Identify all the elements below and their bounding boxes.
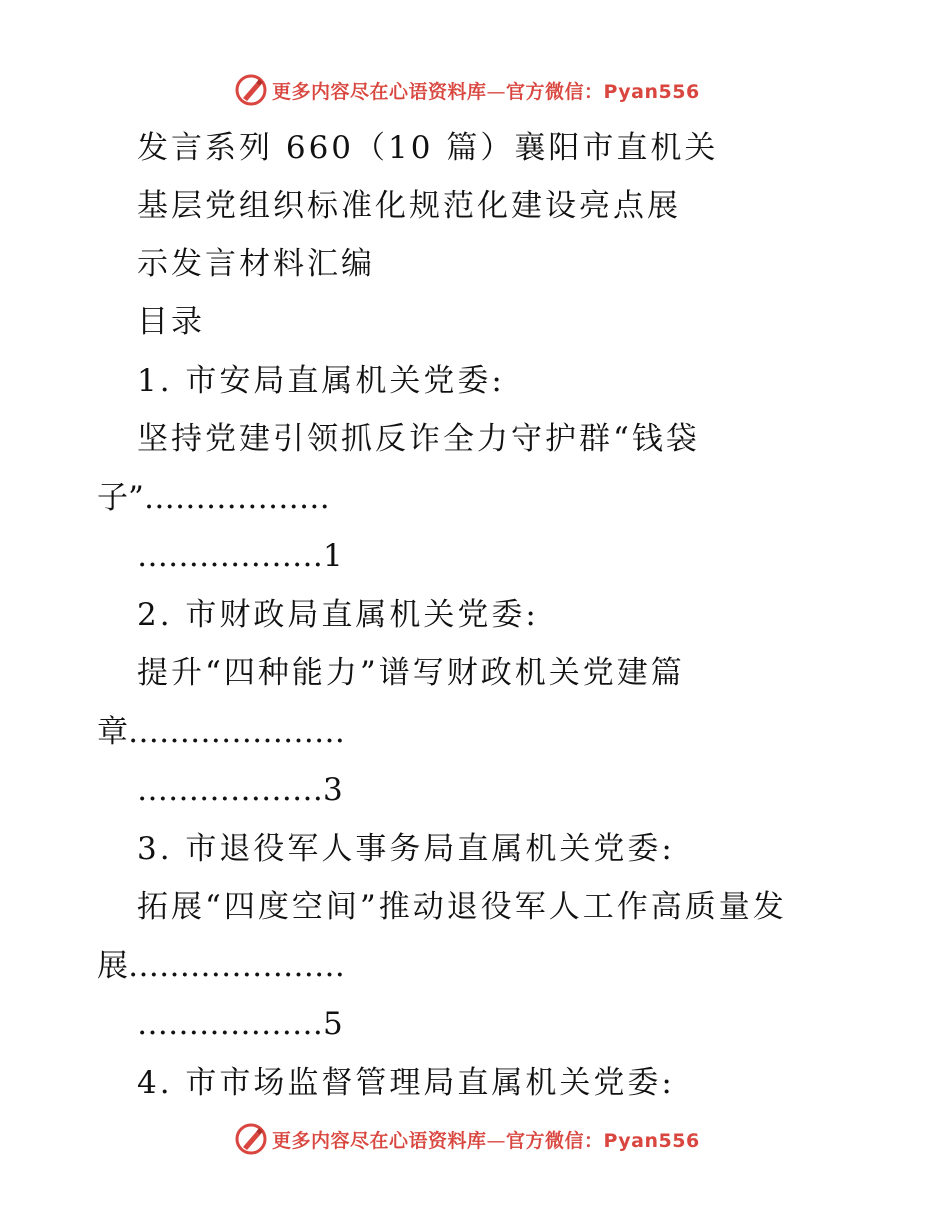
toc-entry-3-page: ………………5 bbox=[137, 1006, 343, 1042]
watermark-banner-top bbox=[234, 72, 700, 108]
toc-entry-3-title: 拓展“四度空间”推动退役军人工作高质量发 bbox=[137, 889, 787, 925]
doc-title-line-2: 基层党组织标准化规范化建设亮点展 bbox=[137, 188, 681, 224]
toc-entry-3-title-cont: 展………………… bbox=[97, 948, 345, 984]
watermark-dash: — bbox=[486, 1129, 507, 1152]
toc-entry-3-org: 3. 市退役军人事务局直属机关党委: bbox=[137, 831, 675, 867]
watermark-dash: — bbox=[486, 80, 507, 103]
watermark-text: 更多内容尽在心语资料库 bbox=[272, 80, 487, 103]
watermark-suffix: 官方微信：Pyan556 bbox=[506, 80, 700, 103]
toc-entry-2-page: ………………3 bbox=[137, 772, 343, 808]
toc-entry-1-title: 坚持党建引领抓反诈全力守护群“钱袋 bbox=[137, 421, 700, 457]
pen-logo-icon bbox=[234, 1122, 268, 1156]
pen-logo-icon bbox=[234, 73, 268, 107]
toc-entry-1-title-cont: 子”……………… bbox=[97, 480, 330, 516]
toc-entry-1-page: ………………1 bbox=[137, 538, 343, 574]
toc-heading: 目录 bbox=[137, 304, 205, 340]
watermark-suffix: 官方微信：Pyan556 bbox=[506, 1129, 700, 1152]
toc-entry-4-org: 4. 市市场监督管理局直属机关党委: bbox=[137, 1065, 675, 1101]
toc-entry-2-title: 提升“四种能力”谱写财政机关党建篇 bbox=[137, 655, 685, 691]
toc-entry-2-org: 2. 市财政局直属机关党委: bbox=[137, 597, 539, 633]
toc-entry-1-org: 1. 市安局直属机关党委: bbox=[137, 363, 505, 399]
watermark-text: 更多内容尽在心语资料库 bbox=[272, 1129, 487, 1152]
doc-title-line-3: 示发言材料汇编 bbox=[137, 246, 375, 282]
watermark-banner-bottom bbox=[234, 1121, 700, 1157]
doc-title-line-1: 发言系列 660（10 篇）襄阳市直机关 bbox=[137, 130, 719, 166]
toc-entry-2-title-cont: 章………………… bbox=[97, 714, 345, 750]
